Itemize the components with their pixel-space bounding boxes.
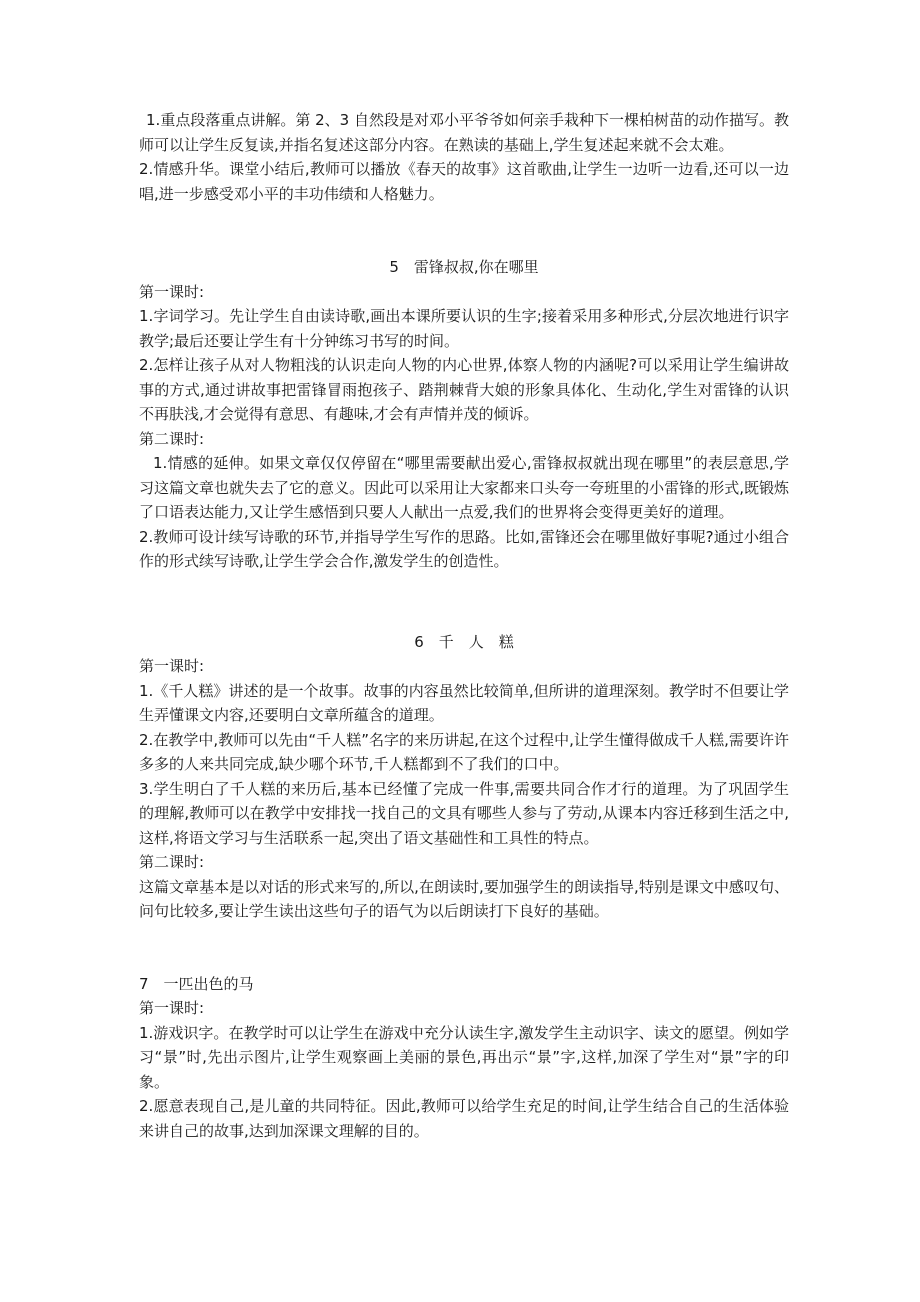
lesson-5-title: 5 雷锋叔叔,你在哪里 <box>389 258 539 276</box>
section-spacer <box>139 924 789 972</box>
lesson-5-first-period-label: 第一课时: <box>139 282 205 301</box>
lesson-6-first-paragraph-2: 2.在教学中,教师可以先由“千人糕”名字的来历讲起,在这个过程中,让学生懂得做成千人糕,需要许许多多的人来共同完成,缺少哪个环节,千人糕都到不了我们的口中。 <box>139 730 789 773</box>
lesson-6-first-paragraph-3: 3.学生明白了千人糕的来历后,基本已经懂了完成一件事,需要共同合作才行的道理。为了巩固学生的理解,教师可以在教学中安排找一找自己的文具有哪些人参与了劳动,从课本内容迁移到生活之中,这样,将语文学习与生活联系一起,突出了语文基础性和工具性的特点。 <box>139 779 789 847</box>
lesson-5-second-paragraph-1: 1.情感的延伸。如果文章仅仅停留在“哪里需要献出爱心,雷锋叔叔就出现在哪里”的表层意思,学习这篇文章也就失去了它的意义。因此可以采用让大家都来口头夸一夸班里的小雷锋的形式,既锻炼了口语表达能力,又让学生感悟到只要人人献出一点爱,我们的世界将会变得更美好的道理。 <box>139 454 789 521</box>
section-spacer <box>139 574 789 630</box>
lesson-7-first-period-label: 第一课时: <box>139 999 205 1017</box>
lesson-6-title: 6 千 人 糕 <box>414 632 514 651</box>
lesson-6-second-period-label: 第二课时: <box>139 853 205 871</box>
lesson-7-first-paragraph-1: 1.游戏识字。在教学时可以让学生在游戏中充分认读生字,激发学生主动识字、读文的愿望。例如学习“景”时,先出示图片,让学生观察画上美丽的景色,再出示“景”字,这样,加深了学生对“景”字的印象。 <box>139 1023 789 1091</box>
intro-paragraph-2: 2.情感升华。课堂小结后,教师可以播放《春天的故事》这首歌曲,让学生一边听一边看,还可以一边唱,进一步感受邓小平的丰功伟绩和人格魅力。 <box>139 160 789 203</box>
intro-paragraph-1: 1.重点段落重点讲解。第 2、3 自然段是对邓小平爷爷如何亲手栽种下一棵柏树苗的动作描写。教师可以让学生反复读,并指名复述这部分内容。在熟读的基础上,学生复述起来就不会太难。 <box>139 111 789 154</box>
lesson-7-title: 7 一匹出色的马 <box>139 974 254 993</box>
lesson-7-first-paragraph-2: 2.愿意表现自己,是儿童的共同特征。因此,教师可以给学生充足的时间,让学生结合自己的生活体验来讲自己的故事,达到加深课文理解的目的。 <box>139 1097 789 1140</box>
lesson-6-second-paragraph-1: 这篇文章基本是以对话的形式来写的,所以,在朗读时,要加强学生的朗读指导,特别是课文中感叹句、问句比较多,要让学生读出这些句子的语气为以后朗读打下良好的基础。 <box>139 877 789 920</box>
lesson-6-first-paragraph-1: 1.《千人糕》讲述的是一个故事。故事的内容虽然比较简单,但所讲的道理深刻。教学时不但要让学生弄懂课文内容,还要明白文章所蕴含的道理。 <box>139 681 789 724</box>
lesson-5-second-paragraph-2: 2.教师可设计续写诗歌的环节,并指导学生写作的思路。比如,雷锋还会在哪里做好事呢?通过小组合作的形式续写诗歌,让学生学会合作,激发学生的创造性。 <box>139 527 789 570</box>
lesson-5-first-paragraph-1: 1.字词学习。先让学生自由读诗歌,画出本课所要认识的生字;接着采用多种形式,分层次地进行识字教学;最后还要让学生有十分钟练习书写的时间。 <box>139 307 789 350</box>
lesson-6-first-period-label: 第一课时: <box>139 657 205 675</box>
lesson-5-second-period-label: 第二课时: <box>139 429 205 448</box>
section-spacer <box>139 206 789 255</box>
lesson-5-first-paragraph-2: 2.怎样让孩子从对人物粗浅的认识走向人物的内心世界,体察人物的内涵呢?可以采用让学生编讲故事的方式,通过讲故事把雷锋冒雨抱孩子、踏荆棘背大娘的形象具体化、生动化,学生对雷锋的认识不再肤浅,才会觉得有意思、有趣味,才会有声情并茂的倾诉。 <box>139 356 789 423</box>
document-page <box>139 108 789 1143</box>
